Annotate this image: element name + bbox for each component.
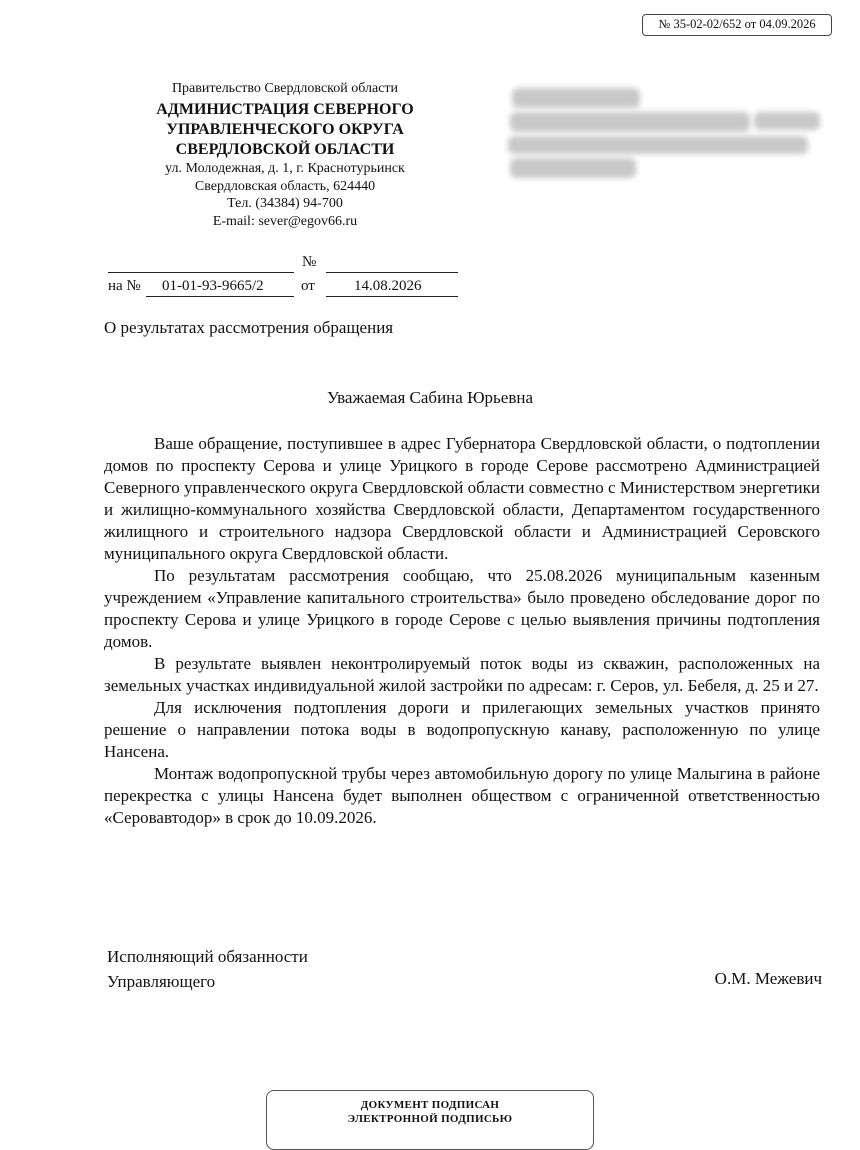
stamp-line-2: ЭЛЕКТРОННОЙ ПОДПИСЬЮ: [347, 1113, 513, 1125]
body-paragraph: Монтаж водопропускной трубы через автомобильную дорогу по улице Малыгина в районе перекрестка с улицы Нансена будет выполнен обществом с ограниченной ответственностью «Серовавтодор» в срок до 10.09.2026.: [104, 764, 820, 827]
signatory-title: [107, 944, 308, 994]
registration-number-stamp: № 35-02-02/652 от 04.09.2026: [642, 14, 832, 36]
org-name-line-3: СВЕРДЛОВСКОЙ ОБЛАСТИ: [175, 141, 395, 158]
government-name: Правительство Свердловской области: [171, 81, 399, 96]
ref-date: 14.08.2026: [354, 278, 422, 294]
salutation: Уважаемая Сабина Юрьевна: [326, 388, 534, 407]
body-paragraph: В результате выявлен неконтролируемый поток воды из скважин, расположенных на земельных участках индивидуальной жилой застройки по адресам: г. Серов, ул. Бебеля, д. 25 и 27.: [104, 654, 820, 695]
addressee-redacted: [508, 84, 828, 182]
signatory-name: О.М. Межевич: [714, 969, 822, 988]
letter-body: [104, 433, 820, 829]
ref-number-line: [146, 296, 294, 297]
org-name-line-1: АДМИНИСТРАЦИЯ СЕВЕРНОГО: [156, 101, 414, 118]
ref-date-line: [326, 296, 458, 297]
org-email: E-mail: sever@egov66.ru: [212, 213, 358, 229]
number-sign: №: [302, 254, 317, 270]
stamp-line-1: ДОКУМЕНТ ПОДПИСАН: [360, 1099, 500, 1111]
ref-prefix: на №: [108, 278, 141, 294]
body-paragraph: Ваше обращение, поступившее в адрес Губернатора Свердловской области, о подтоплении домов по проспекту Серова и улице Урицкого в городе Серове рассмотрено Администрацией Северного управленческого округа Свердловской области совместно с Министерством энергетики и жилищно-коммунального хозяйства Свердловской области, Департаментом государственного жилищного и строительного надзора Свердловской области и Администрацией Серовского муниципального округа Свердловской области.: [104, 434, 820, 563]
sender-letterhead: [100, 80, 470, 230]
org-name-line-2: УПРАВЛЕНЧЕСКОГО ОКРУГА: [166, 121, 404, 138]
org-address-line-1: ул. Молодежная, д. 1, г. Краснотурьинск: [165, 161, 405, 176]
org-phone: Тел. (34384) 94-700: [227, 196, 343, 211]
signatory-title-line-2: Управляющего: [107, 972, 216, 991]
signatory-title-line-1: Исполняющий обязанности: [107, 947, 308, 966]
ref-number: 01-01-93-9665/2: [162, 278, 264, 294]
electronic-signature-stamp: [266, 1090, 594, 1150]
outgoing-number-line: [108, 272, 294, 273]
body-paragraph: Для исключения подтопления дороги и прилегающих земельных участков принято решение о направлении потока воды в водопропускную канаву, расположенную по улице Нансена.: [104, 698, 820, 761]
org-address-line-2: Свердловская область, 624440: [194, 178, 376, 194]
body-paragraph: По результатам рассмотрения сообщаю, что 25.08.2026 муниципальным казенным учреждением «Управление капитального строительства» было проведено обследование дорог по проспекту Серова и улице Урицкого в городе Серове с целью выявления причины подтопления домов.: [104, 566, 820, 651]
letter-subject: О результатах рассмотрения обращения: [104, 318, 394, 337]
outgoing-date-line: [326, 272, 458, 273]
ref-from-word: от: [301, 278, 315, 294]
